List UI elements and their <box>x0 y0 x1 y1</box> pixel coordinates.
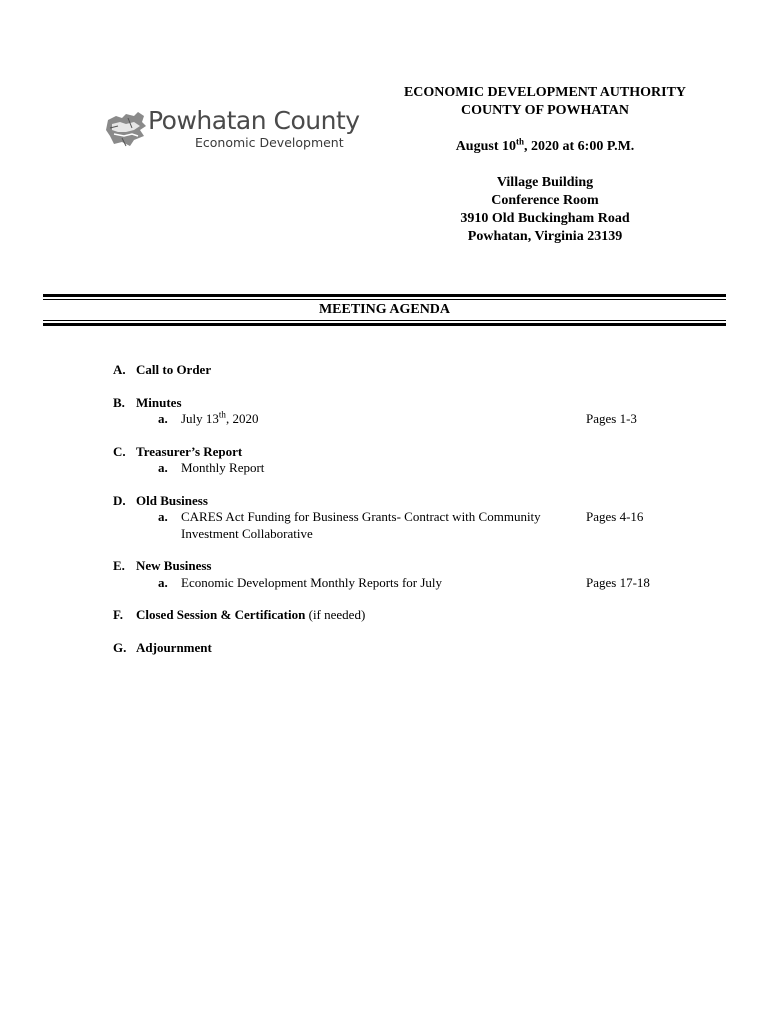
agenda-item: G. Adjournment <box>113 639 212 655</box>
page-reference: Pages 1-3 <box>586 411 637 426</box>
logo-name: Powhatan County <box>148 106 360 135</box>
header-county: COUNTY OF POWHATAN <box>461 103 629 118</box>
agenda-item: F. Closed Session & Certification (if needed) <box>113 607 366 622</box>
logo-subtitle: Economic Development <box>195 135 344 150</box>
agenda-list <box>113 362 673 672</box>
agenda-item-title: Minutes <box>136 394 182 410</box>
agenda-item-title: Old Business <box>136 492 208 508</box>
county-map-icon <box>104 110 150 150</box>
divider-bottom-thick <box>43 323 726 326</box>
agenda-item: A. Call to Order <box>113 362 212 377</box>
agenda-item: D. Old Business a. CARES Act Funding for Business Grants- Contract with Community Investment Collaborative Pages 4-16 <box>113 493 673 543</box>
location-building: Village Building <box>496 175 594 190</box>
document-header <box>380 84 710 246</box>
agenda-sub-item: a. Monthly Report <box>158 460 265 475</box>
county-logo <box>104 106 360 152</box>
divider-top-thick <box>43 294 726 297</box>
page-reference: Pages 17-18 <box>586 574 650 590</box>
agenda-item-title: Treasurer’s Report <box>136 443 243 459</box>
agenda-sub-item: a. July 13th, 2020 Pages 1-3 <box>158 409 637 426</box>
meeting-date: August 10th, 2020 at 6:00 P.M. <box>455 136 635 154</box>
header-organization: ECONOMIC DEVELOPMENT AUTHORITY <box>403 85 687 100</box>
agenda-sub-item: a. Economic Development Monthly Reports for July Pages 17-18 <box>158 574 650 590</box>
page-reference: Pages 4-16 <box>586 509 644 524</box>
agenda-item: E. New Business a. Economic Development Monthly Reports for July Pages 17-18 <box>113 558 673 591</box>
agenda-item-title: Call to Order <box>136 362 212 377</box>
divider-top-thin <box>43 299 726 300</box>
agenda-item: C. Treasurer’s Report a. Monthly Report <box>113 444 673 477</box>
divider-bottom-thin <box>43 320 726 321</box>
location-city: Powhatan, Virginia 23139 <box>467 229 623 244</box>
location-street: 3910 Old Buckingham Road <box>460 211 630 226</box>
agenda-title: MEETING AGENDA <box>318 302 451 317</box>
agenda-sub-item: a. CARES Act Funding for Business Grants- Contract with Community Investment Collaborative Pages 4-16 <box>158 509 644 541</box>
agenda-item-title: Closed Session & Certification (if needed) <box>136 607 366 622</box>
agenda-item: B. Minutes a. July 13th, 2020 Pages 1-3 <box>113 395 673 428</box>
agenda-item-title: New Business <box>136 558 212 573</box>
agenda-item-title: Adjournment <box>136 639 212 655</box>
location-room: Conference Room <box>491 193 599 208</box>
